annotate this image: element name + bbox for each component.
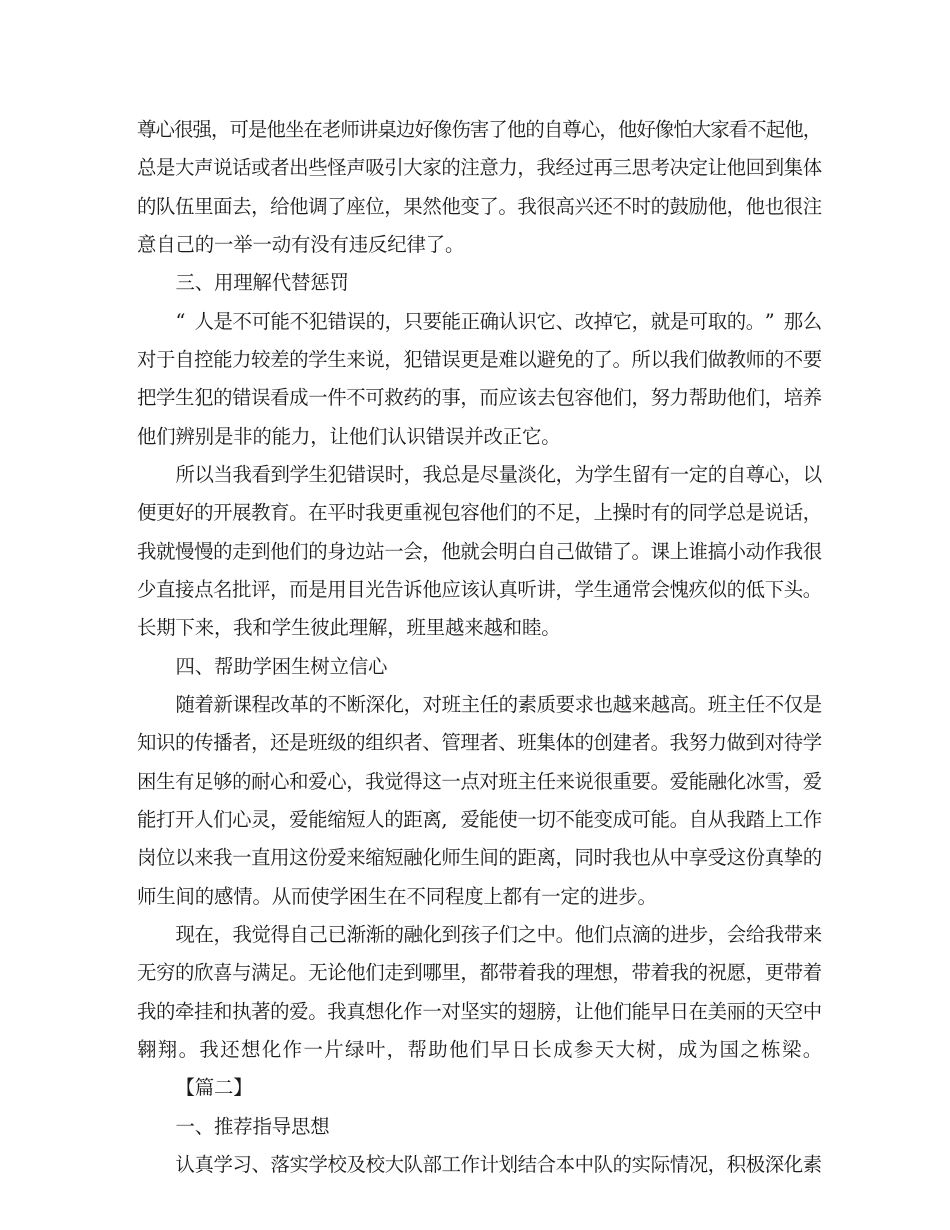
text-line: 随 着 新 课 程 改 革 的 不 断 深 化 ， 对 班 主 任 的 素 质 要 求 也 越 来 越 高 。 班 主 任 不 仅 是 [175, 692, 823, 716]
text-line: 我 的 牵 挂 和 执 著 的 爱 。 我 真 想 化 作 一 对 坚 实 的 翅 膀 ， 让 他 们 能 早 日 在 美 丽 的 天 空 中 [137, 999, 823, 1023]
text-line: 长 期 下 来 ， 我 和 学 生 彼 此 理 解 ， 班 里 越 来 越 和 睦 。 [137, 616, 561, 640]
text-line: “ 人 是 不 可 能 不 犯 错 误 的 ， 只 要 能 正 确 认 识 它 、 改 掉 它 ， 就 是 可 取 的 。 ” 那 么 [175, 309, 823, 333]
text-line: 所 以 当 我 看 到 学 生 犯 错 误 时 ， 我 总 是 尽 量 淡 化 ， 为 学 生 留 有 一 定 的 自 尊 心 ， 以 [175, 462, 823, 486]
text-line: 少 直 接 点 名 批 评 ， 而 是 用 目 光 告 诉 他 应 该 认 真 听 讲 ， 学 生 通 常 会 愧 疚 似 的 低 下 头 。 [137, 577, 823, 601]
text-line: 师 生 间 的 感 情 。 从 而 使 学 困 生 在 不 同 程 度 上 都 有 一 定 的 进 步 。 [137, 884, 657, 908]
text-line: 便 更 好 的 开 展 教 育 。 在 平 时 我 更 重 视 包 容 他 们 的 不 足 ， 上 操 时 有 的 同 学 总 是 说 话 ， [137, 501, 823, 525]
text-line: 岗 位 以 来 我 一 直 用 这 份 爱 来 缩 短 融 化 师 生 间 的 距 离 ， 同 时 我 也 从 中 享 受 这 份 真 挚 的 [137, 846, 823, 870]
text-line: 困 生 有 足 够 的 耐 心 和 爱 心 ， 我 觉 得 这 一 点 对 班 主 任 来 说 很 重 要 。 爱 能 融 化 冰 雪 ， 爱 [137, 769, 823, 793]
text-line: 无 穷 的 欣 喜 与 满 足 。 无 论 他 们 走 到 哪 里 ， 都 带 着 我 的 理 想 ， 带 着 我 的 祝 愿 ， 更 带 着 [137, 961, 823, 985]
text-line: 的 队 伍 里 面 去 ， 给 他 调 了 座 位 ， 果 然 他 变 了 。 我 很 高 兴 还 不 时 的 鼓 励 他 ， 他 也 很 注 [137, 194, 823, 218]
text-line: 认 真 学 习 、 落 实 学 校 及 校 大 队 部 工 作 计 划 结 合 本 中 队 的 实 际 情 况 ， 积 极 深 化 素 [175, 1152, 823, 1176]
text-line: 把 学 生 犯 的 错 误 看 成 一 件 不 可 救 药 的 事 ， 而 应 该 去 包 容 他 们 ， 努 力 帮 助 他 们 ， 培 养 [137, 386, 823, 410]
text-line: 意 自 己 的 一 举 一 动 有 没 有 违 反 纪 律 了 。 [137, 232, 465, 256]
text-line: 【 篇 二 】 [175, 1076, 253, 1100]
text-line: 尊 心 很 强 ， 可 是 他 坐 在 老 师 讲 桌 边 好 像 伤 害 了 他 的 自 尊 心 ， 他 好 像 怕 大 家 看 不 起 他 ， [137, 118, 823, 141]
text-line: 对 于 自 控 能 力 较 差 的 学 生 来 说 ， 犯 错 误 更 是 难 以 避 免 的 了 。 所 以 我 们 做 教 师 的 不 要 [137, 347, 823, 371]
text-line: 能 打 开 人 们 心 灵 ， 爱 能 缩 短 人 的 距 离 , 爱 能 使 一 切 不 能 变 成 可 能 。 自 从 我 踏 上 工 作 [137, 807, 823, 831]
text-line: 三 、 用 理 解 代 替 惩 罚 [175, 271, 349, 295]
text-line: 他 们 辨 别 是 非 的 能 力 ， 让 他 们 认 识 错 误 并 改 正 它 。 [137, 424, 561, 448]
text-line: 四 、 帮 助 学 困 生 树 立 信 心 [175, 654, 388, 678]
text-line: 现 在 ， 我 觉 得 自 己 已 渐 渐 的 融 化 到 孩 子 们 之 中 。 他 们 点 滴 的 进 步 ， 会 给 我 带 来 [175, 922, 823, 946]
text-line: 总 是 大 声 说 话 或 者 出 些 怪 声 吸 引 大 家 的 注 意 力 ， 我 经 过 再 三 思 考 决 定 让 他 回 到 集 体 [137, 156, 823, 180]
text-line: 知 识 的 传 播 者 ， 还 是 班 级 的 组 织 者 、 管 理 者 、 班 集 体 的 创 建 者 。 我 努 力 做 到 对 待 学 [137, 731, 823, 755]
text-line: 我 就 慢 慢 的 走 到 他 们 的 身 边 站 一 会 ， 他 就 会 明 白 自 己 做 错 了 。 课 上 谁 搞 小 动 作 我 很 [137, 539, 823, 563]
text-line: 一 、 推 荐 指 导 思 想 [175, 1114, 330, 1138]
text-line: 翱 翔 。 我 还 想 化 作 一 片 绿 叶 ， 帮 助 他 们 早 日 长 成 参 天 大 树 ， 成 为 国 之 栋 梁 。 [137, 1037, 823, 1061]
